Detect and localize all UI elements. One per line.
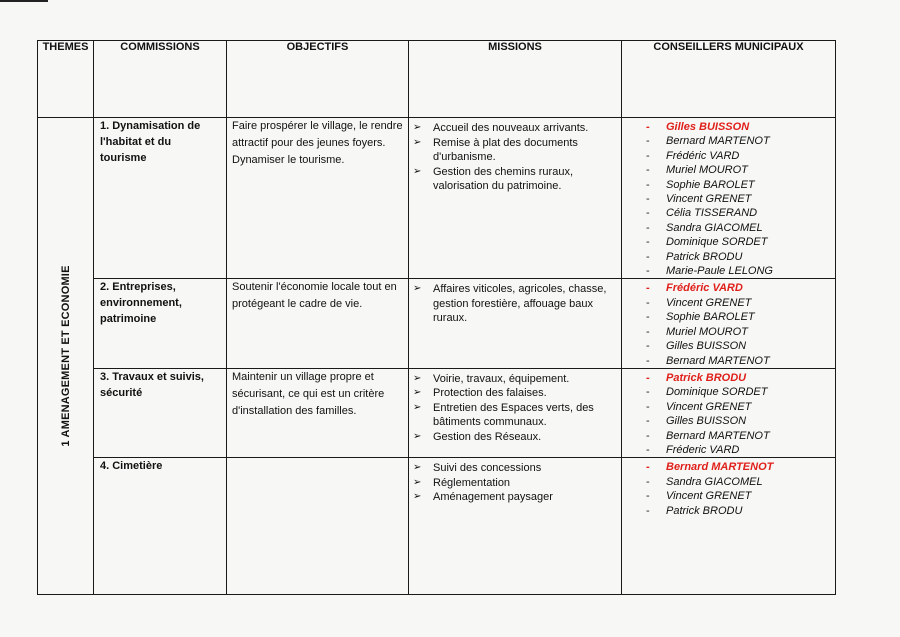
conseillers-list (622, 279, 835, 367)
councillor: - Fréderic VARD (646, 443, 835, 457)
table-row (38, 368, 836, 457)
commission-name: 2. Entreprises, environnement, patrimoine (100, 281, 182, 326)
theme-cell (38, 118, 94, 595)
header-missions: MISSIONS (409, 41, 622, 118)
commission-cell (94, 118, 227, 279)
councillor: - Bernard MARTENOT (646, 134, 835, 148)
lead-councillor: - Bernard MARTENOT (646, 460, 835, 474)
conseillers-cell (622, 279, 836, 368)
objectif-cell (227, 458, 409, 595)
conseillers-cell (622, 368, 836, 457)
mission-item: ➢ Gestion des Réseaux. (433, 430, 617, 445)
theme-label: 1 AMENAGEMENT ET ECONOMIE (59, 265, 72, 447)
missions-cell (409, 279, 622, 368)
missions-cell (409, 368, 622, 457)
mission-item: ➢ Aménagement paysager (433, 490, 617, 505)
mission-item: ➢ Accueil des nouveaux arrivants. (433, 121, 617, 136)
scan-mark (0, 0, 48, 2)
conseillers-list (622, 458, 835, 518)
commission-name: 3. Travaux et suivis, sécurité (100, 370, 204, 399)
objectif-text: Maintenir un village propre et sécurisant, ce qui est un critère d'installation des familles. (232, 370, 385, 417)
councillor: - Vincent GRENET (646, 400, 835, 414)
header-commissions: COMMISSIONS (94, 41, 227, 118)
councillor: - Sophie BAROLET (646, 178, 835, 192)
table-row (38, 118, 836, 279)
missions-list (409, 369, 621, 445)
councillor: - Bernard MARTENOT (646, 354, 835, 368)
councillor: - Patrick BRODU (646, 504, 835, 518)
commission-name: 4. Cimetière (100, 460, 163, 473)
conseillers-cell (622, 118, 836, 279)
objectif-cell (227, 279, 409, 368)
councillor: - Dominique SORDET (646, 235, 835, 249)
lead-councillor: - Patrick BRODU (646, 371, 835, 385)
mission-item: ➢ Affaires viticoles, agricoles, chasse, gestion forestière, affouage baux ruraux. (433, 282, 617, 326)
councillor: - Gilles BUISSON (646, 414, 835, 428)
councillor: - Sophie BAROLET (646, 310, 835, 324)
table-row (38, 458, 836, 595)
councillor: - Célia TISSERAND (646, 206, 835, 220)
councillor: - Marie-Paule LELONG (646, 264, 835, 278)
councillor: - Muriel MOUROT (646, 325, 835, 339)
lead-councillor: - Frédéric VARD (646, 281, 835, 295)
missions-cell (409, 118, 622, 279)
mission-item: ➢ Réglementation (433, 476, 617, 491)
councillor: - Sandra GIACOMEL (646, 221, 835, 235)
commission-cell (94, 458, 227, 595)
objectif-text: Faire prospérer le village, le rendre attractif pour des jeunes foyers. Dynamiser le tourisme. (232, 120, 403, 166)
commission-name: 1. Dynamisation de l'habitat et du tourisme (100, 120, 201, 164)
header-conseillers: CONSEILLERS MUNICIPAUX (622, 41, 836, 118)
mission-item: ➢ Entretien des Espaces verts, des bâtiments communaux. (433, 401, 617, 430)
councillor: - Vincent GRENET (646, 192, 835, 206)
councillor: - Patrick BRODU (646, 250, 835, 264)
conseillers-cell (622, 458, 836, 595)
objectif-cell (227, 368, 409, 457)
mission-item: ➢ Suivi des concessions (433, 461, 617, 476)
header-row (38, 41, 836, 118)
commissions-table (37, 40, 836, 595)
conseillers-list (622, 118, 835, 278)
table-row (38, 279, 836, 368)
councillor: - Bernard MARTENOT (646, 429, 835, 443)
mission-item: ➢ Gestion des chemins ruraux, valorisation du patrimoine. (433, 165, 617, 194)
councillor: - Vincent GRENET (646, 296, 835, 310)
missions-list (409, 118, 621, 194)
mission-item: ➢ Protection des falaises. (433, 386, 617, 401)
councillor: - Frédéric VARD (646, 149, 835, 163)
header-themes: THEMES (38, 41, 94, 118)
councillor: - Vincent GRENET (646, 489, 835, 503)
objectif-text: Soutenir l'économie locale tout en protégeant le cadre de vie. (232, 281, 397, 311)
councillor: - Sandra GIACOMEL (646, 475, 835, 489)
mission-item: ➢ Voirie, travaux, équipement. (433, 372, 617, 387)
conseillers-list (622, 369, 835, 457)
councillor: - Dominique SORDET (646, 385, 835, 399)
mission-item: ➢ Remise à plat des documents d'urbanisme. (433, 136, 617, 165)
commission-cell (94, 368, 227, 457)
missions-list (409, 458, 621, 505)
objectif-cell (227, 118, 409, 279)
councillor: - Gilles BUISSON (646, 339, 835, 353)
councillor: - Muriel MOUROT (646, 163, 835, 177)
commission-cell (94, 279, 227, 368)
header-objectifs: OBJECTIFS (227, 41, 409, 118)
missions-list (409, 279, 621, 326)
lead-councillor: - Gilles BUISSON (646, 120, 835, 134)
missions-cell (409, 458, 622, 595)
